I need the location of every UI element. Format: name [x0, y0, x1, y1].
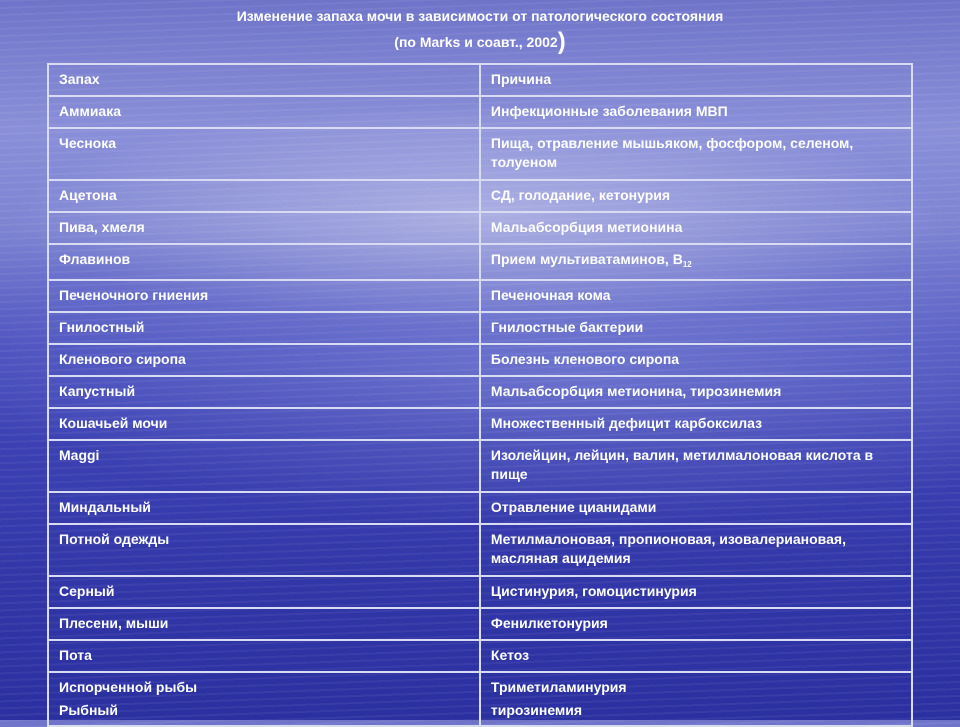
table-row — [48, 492, 912, 524]
title-closing-paren: ) — [557, 28, 566, 55]
table-row — [48, 524, 912, 576]
smell-cell: Флавинов — [48, 244, 480, 280]
table-row — [48, 408, 912, 440]
smell-cell: Аммиака — [48, 96, 480, 128]
cause-cell: Изолейцин, лейцин, валин, метилмалоновая кислота в пище — [480, 440, 912, 492]
table-row — [48, 376, 912, 408]
smell-cell: Кленового сиропа — [48, 344, 480, 376]
cause-cell: Гнилостные бактерии — [480, 312, 912, 344]
title-main: Изменение запаха мочи в зависимости от патологического состояния — [236, 8, 724, 24]
cause-cell — [480, 672, 912, 726]
table-row — [48, 640, 912, 672]
table-row — [48, 672, 912, 726]
title-source-text: (по Marks и соавт., 2002 — [394, 34, 558, 50]
cause-cell: Кетоз — [480, 640, 912, 672]
cause-cell: Фенилкетонурия — [480, 608, 912, 640]
table-row — [48, 212, 912, 244]
smell-cell — [48, 672, 480, 726]
header-cause: Причина — [480, 64, 912, 96]
cause-cell: Множественный дефицит карбоксилаз — [480, 408, 912, 440]
cause-cell: Цистинурия, гомоцистинурия — [480, 576, 912, 608]
smell-cell: Пота — [48, 640, 480, 672]
cause-cell — [480, 244, 912, 280]
urine-smell-table — [47, 63, 913, 727]
table-row — [48, 440, 912, 492]
cause-text-2: тирозинемия — [490, 702, 583, 718]
smell-cell: Maggi — [48, 440, 480, 492]
header-smell: Запах — [48, 64, 480, 96]
table-row — [48, 244, 912, 280]
cause-subscript: 12 — [682, 260, 692, 269]
smell-cell: Печеночного гниения — [48, 280, 480, 312]
smell-text: Испорченной рыбы — [59, 679, 198, 695]
cause-cell: Пища, отравление мышьяком, фосфором, селеном, толуеном — [480, 128, 912, 180]
smell-cell: Потной одежды — [48, 524, 480, 576]
smell-cell: Плесени, мыши — [48, 608, 480, 640]
smell-cell: Пива, хмеля — [48, 212, 480, 244]
cause-cell: Мальабсорбция метионина, тирозинемия — [480, 376, 912, 408]
table-row — [48, 96, 912, 128]
table-row — [48, 576, 912, 608]
table-row — [48, 344, 912, 376]
smell-cell: Капустный — [48, 376, 480, 408]
smell-cell: Гнилостный — [48, 312, 480, 344]
table-header-row — [48, 64, 912, 96]
title-source — [0, 30, 960, 54]
table-row — [48, 312, 912, 344]
table-row — [48, 608, 912, 640]
cause-cell: Печеночная кома — [480, 280, 912, 312]
smell-cell: Серный — [48, 576, 480, 608]
cause-cell: Мальабсорбция метионина — [480, 212, 912, 244]
table-row — [48, 280, 912, 312]
table-row — [48, 180, 912, 212]
smell-cell: Кошачьей мочи — [48, 408, 480, 440]
smell-cell: Ацетона — [48, 180, 480, 212]
cause-text: Прием мультиватаминов, В — [490, 251, 683, 267]
cause-cell: Болезнь кленового сиропа — [480, 344, 912, 376]
cause-cell: СД, голодание, кетонурия — [480, 180, 912, 212]
cause-text: Триметиламинурия — [490, 679, 627, 695]
table-row — [48, 128, 912, 180]
smell-text-2: Рыбный — [59, 702, 118, 718]
cause-cell: Метилмалоновая, пропионовая, изовалериановая, масляная ацидемия — [480, 524, 912, 576]
smell-cell: Чеснока — [48, 128, 480, 180]
cause-cell: Отравление цианидами — [480, 492, 912, 524]
smell-cell: Миндальный — [48, 492, 480, 524]
cause-cell: Инфекционные заболевания МВП — [480, 96, 912, 128]
